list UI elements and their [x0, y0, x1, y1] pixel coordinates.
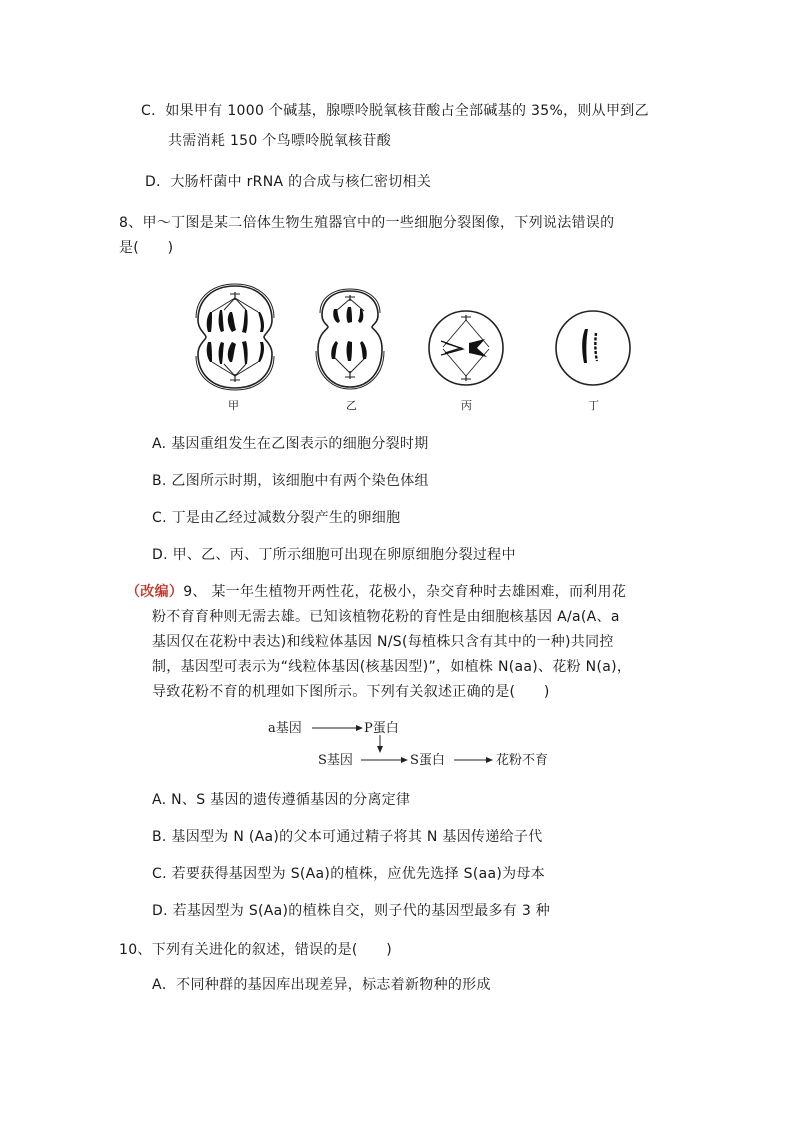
pollen-sterility-flowchart	[268, 713, 568, 768]
q8-stem-line1: 8、甲～丁图是某二倍体生物生殖器官中的一些细胞分裂图像，下列说法错误的	[119, 215, 615, 231]
figure-label-jia: 甲	[228, 399, 239, 412]
cell-jia-figure	[190, 282, 280, 392]
q9-option-c: C. 若要获得基因型为 S(Aa)的植株，应优先选择 S(aa)为母本	[152, 866, 546, 882]
q9-stem-line4: 制，基因型可表示为“线粒体基因(核基因型)”，如植株 N(aa)、花粉 N(a)，	[152, 659, 632, 675]
flow-a-gene: a基因	[268, 721, 302, 736]
cell-bing-figure	[425, 307, 507, 389]
cell-division-figures	[190, 282, 640, 412]
q9-tag: （改编）	[126, 584, 184, 600]
q9-stem-line1	[126, 582, 626, 602]
arrow-right-icon	[454, 756, 494, 764]
cell-ding-figure	[552, 307, 634, 389]
q9-option-a: A. N、S 基因的遗传遵循基因的分离定律	[152, 792, 411, 808]
q8-option-b: B. 乙图所示时期，该细胞中有两个染色体组	[152, 473, 429, 489]
q10-option-a: A．不同种群的基因库出现差异，标志着新物种的形成	[152, 977, 491, 993]
q9-stem-line2: 粉不育育种则无需去雄。已知该植物花粉的育性是由细胞核基因 A/a(A、a	[152, 609, 620, 625]
flow-s-gene: S基因	[318, 753, 353, 768]
q8-option-d: D. 甲、乙、丙、丁所示细胞可出现在卵原细胞分裂过程中	[152, 547, 516, 563]
flow-p-protein: P蛋白	[364, 721, 399, 736]
q8-option-a: A. 基因重组发生在乙图表示的细胞分裂时期	[152, 436, 429, 452]
q9-stem-line5: 导致花粉不育的机理如下图所示。下列有关叙述正确的是( )	[152, 684, 550, 700]
q9-stem-text: 9、 某一年生植物开两性花，花极小，杂交育种时去雄困难，而利用花	[183, 584, 627, 600]
arrow-down-icon	[376, 735, 384, 753]
q9-option-d: D. 若基因型为 S(Aa)的植株自交，则子代的基因型最多有 3 种	[152, 903, 551, 919]
q10-stem: 10、下列有关进化的叙述，错误的是( )	[119, 942, 393, 958]
q8-option-c: C. 丁是由乙经过减数分裂产生的卵细胞	[152, 510, 401, 526]
q7-option-d: D．大肠杆菌中 rRNA 的合成与核仁密切相关	[145, 174, 432, 190]
flow-s-protein: S蛋白	[410, 753, 445, 768]
cell-yi-figure	[310, 287, 390, 392]
arrow-right-icon	[312, 724, 364, 732]
arrow-right-icon	[361, 756, 409, 764]
q8-stem-line2: 是( )	[119, 240, 174, 256]
figure-label-bing: 丙	[461, 399, 472, 412]
q9-stem-line3: 基因仅在花粉中表达)和线粒体基因 N/S(每植株只含有其中的一种)共同控	[152, 634, 614, 650]
figure-label-yi: 乙	[346, 399, 357, 412]
q7-option-c-line1: C．如果甲有 1000 个碱基，腺嘌呤脱氧核苷酸占全部碱基的 35%，则从甲到乙	[141, 103, 649, 119]
figure-label-ding: 丁	[588, 399, 599, 412]
q7-option-c-line2: 共需消耗 150 个鸟嘌呤脱氧核苷酸	[168, 133, 392, 149]
flow-result: 花粉不育	[496, 753, 549, 768]
q9-option-b: B. 基因型为 N (Aa)的父本可通过精子将其 N 基因传递给子代	[152, 829, 543, 845]
